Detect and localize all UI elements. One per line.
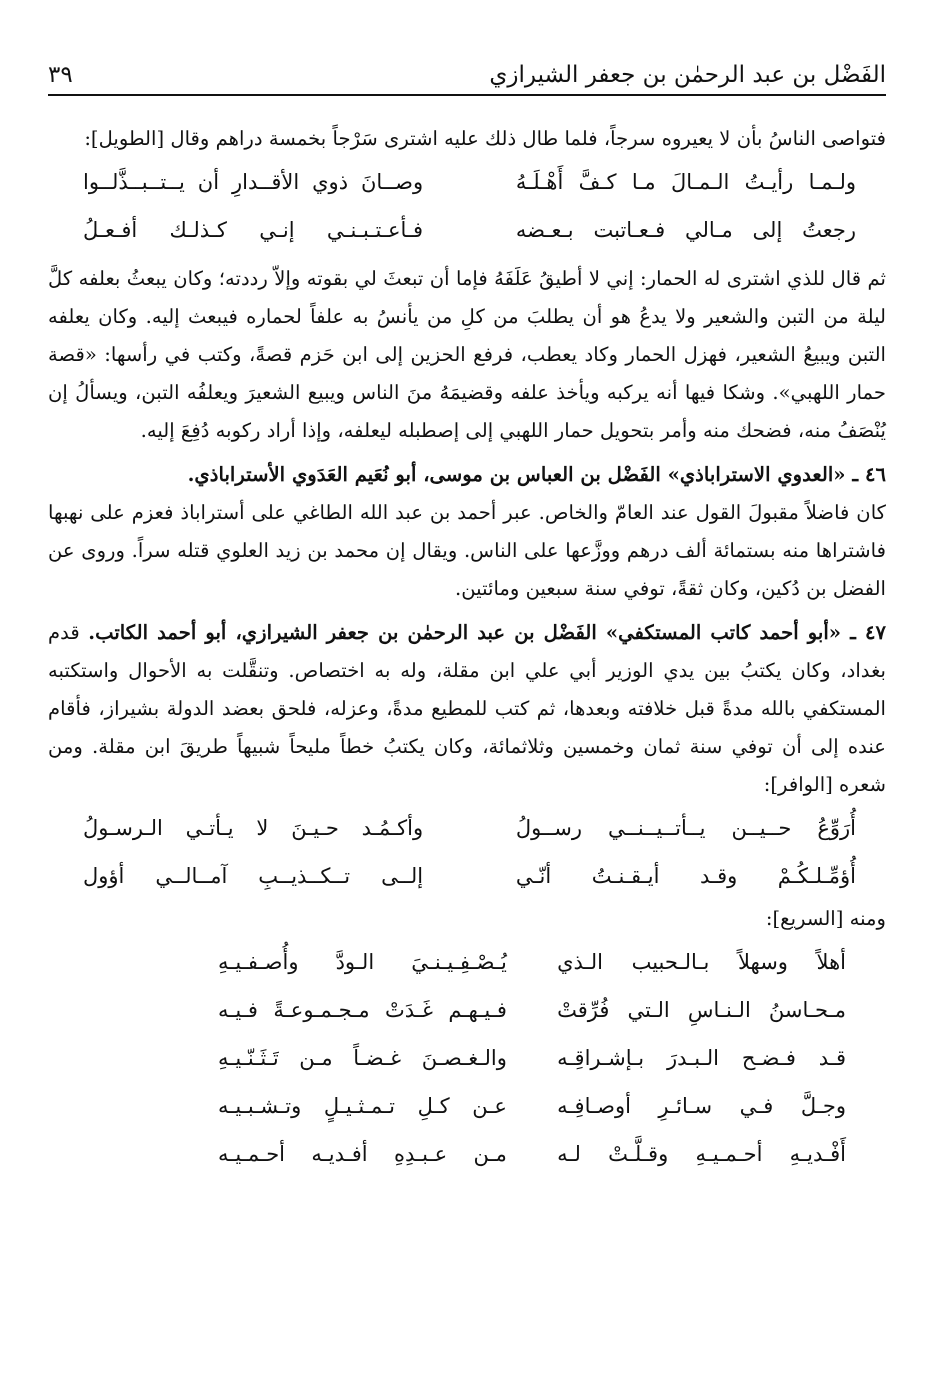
verse-hemistich: والـغـصـنَ غـضـاً مـن تَـثَـنّـيـهِ (218, 1046, 507, 1070)
verse-hemistich: فـأعـتـبـنـي إنـي كـذلـك أفـعـلُ (83, 218, 424, 242)
poem-intro: ومنه [السريع]: (765, 907, 886, 930)
verse-hemistich: وجـلَّ فـي سـائـرِ أوصـافِـه (557, 1094, 846, 1118)
verse-line (48, 1034, 886, 1082)
verse-hemistich: ولـمـا رأيـتُ الـمـالَ مـا كـفَّ أَهْـلَـهُ (515, 170, 856, 194)
verse-line (48, 986, 886, 1034)
verse-hemistich: وصــانَ ذوي الأقــدارِ أن يــتــبــذَّلــوا (83, 170, 424, 194)
entry-text: كان فاضلاً مقبولَ القول عند العامّ والخاص. عبر أحمد بن عبد الله الطاغي على أستراباذ فعزم على نهبها فاشتراها منه بستمائة ألف درهم ووزَّعها على الناس. ويقال إن محمد بن زيد العلوي قتله سراً. وروى عن الفضل بن دُكين، وكان ثقةً، توفي سنة سبعين ومائتين. (48, 501, 886, 600)
entry-title: ٤٧ ـ «أبو أحمد كاتب المستكفي» الفَضْل بن عبد الرحمٰن بن جعفر الشيرازي، أبو أحمد الكاتب. (88, 621, 886, 644)
verse-hemistich: أُرَوِّعُ حــيــن يــأتــيــنــي رســولُ (515, 816, 856, 840)
verse-line (48, 158, 886, 206)
paragraph: فتواصى الناسُ بأن لا يعيروه سرجاً، فلما طال ذلك عليه اشترى سَرْجاً بخمسة دراهم وقال [الطويل]: (84, 127, 886, 150)
verse-hemistich: أَفْـديـهِ أحـمـيـهِ وقـلَّـتْ لـه (557, 1142, 846, 1166)
entry-46 (48, 456, 886, 608)
verse-hemistich: أُؤمِّـلـكُـمْ وقـد أيـقـنـتُ أنّـي (515, 864, 856, 888)
running-title: الفَضْل بن عبد الرحمٰن بن جعفر الشيرازي (489, 62, 886, 88)
verse-line (48, 804, 886, 852)
entry-text: قدم بغداد، وكان يكتبُ بين يدي الوزير أبي علي ابن مقلة، وله به اختصاص. وتنقَّلت به الأحوال واستكتبه المستكفي بالله مدةً قبل خلافته وبعدها، ثم كتب للمطيع مدةً، وعزله، فلحق بعضد الدولة بشيراز، فأقام عنده إلى أن توفي سنة ثمان وخمسين وثلاثمائة، وكان يكتبُ خطاً مليحاً شبيهاً طريقَ ابن مقلة. ومن شعره [الوافر]: (48, 621, 886, 796)
entry-47 (48, 614, 886, 804)
verse-line (48, 206, 886, 254)
verse-hemistich: مـن عـبـدِهِ أفـديـه أحـمـيـه (218, 1142, 507, 1166)
verse-hemistich: وأكـمُـد حـيـنَ لا يـأتـي الـرسـولُ (83, 816, 424, 840)
verse-hemistich: قـد فـضـح الـبـدرَ بـإشـراقِـه (557, 1046, 846, 1070)
verse-hemistich: عـن كـلِ تـمـثـيـلٍ وتـشـبـيـه (218, 1094, 507, 1118)
verse-hemistich: أهلاً وسهلاً بـالـحبيب الـذي (557, 950, 846, 974)
page-body (48, 120, 886, 1178)
paragraph: ثم قال للذي اشترى له الحمار: إني لا أطيقُ عَلَفَهُ فإما أن تبعثَ لي بقوته وإلاّ رددته؛ وكان يبعثُ بعلفه كلَّ ليلة من التبن والشعير ولا يدعُ هو أن يطلبَ من كلِ من يأنسُ به علفاً لحماره فيبعث إليه. وكان يعلفه التبن ويبيعُ الشعير، فهزل الحمار وكاد يعطب، فرفع الحزين إلى ابن حَزم قصةً، وكتب في رأسها: «قصة حمار اللهبي». وشكا فيها أنه يركبه ويأخذ علفه وقضيمَهُ منَ الناس ويبيع الشعيرَ ويعلفُه التبن، ويسألُ إن يُنْصَفُ منه، فضحك منه وأمر بتحويل حمار اللهبي إلى إصطبله ليعلفه، وإذا أراد ركوبه دُفِعَ إليه. (48, 267, 886, 442)
verse-hemistich: إلــى تــكــذيــبِ آمــالــي أؤول (83, 864, 424, 888)
page-number: ٣٩ (48, 62, 73, 88)
verse-hemistich: رجعتُ إلى مـالي فـعـاتبت بـعـضه (515, 218, 856, 242)
page-header (48, 56, 886, 96)
verse-hemistich: يُـصْـفِـيـنـيَ الـودَّ وأُصـفـيـهِ (218, 950, 507, 974)
verse-line (48, 852, 886, 900)
verse-hemistich: مـحـاسنُ الـنـاسِ الـتي فُرِّقتْ (557, 998, 846, 1022)
verse-line (48, 1082, 886, 1130)
verse-line (48, 938, 886, 986)
verse-hemistich: فـيـهـم غَـدَتْ مـجـمـوعـةً فـيـه (218, 998, 507, 1022)
entry-title: ٤٦ ـ «العدوي الاستراباذي» الفَضْل بن العباس بن موسى، أبو نُعَيم العَدَوي الأستراباذي. (187, 463, 886, 486)
verse-line (48, 1130, 886, 1178)
